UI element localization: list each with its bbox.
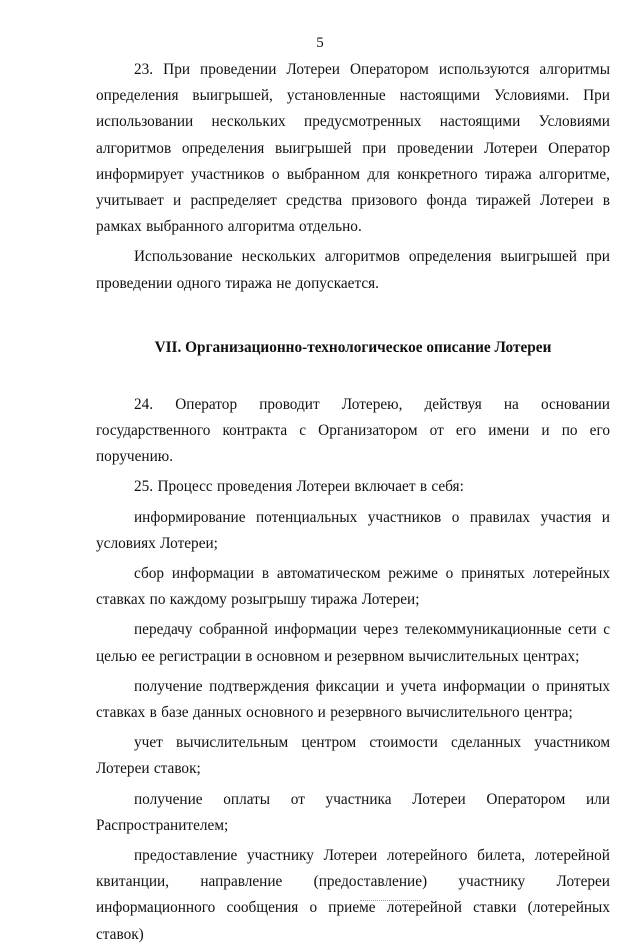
- list-item-payment: получение оплаты от участника Лотереи Оператором или Распространителем;: [96, 790, 610, 834]
- paragraph-25: 25. Процесс проведения Лотереи включает в себя:: [134, 478, 464, 496]
- paragraph-multiple-algorithms: Использование нескольких алгоритмов определения выигрышей при проведении одного тиража не допускается.: [96, 248, 610, 292]
- list-item-ticket-provision: предоставление участнику Лотереи лотерейного билета, лотерейной квитанции, направление (предоставление) участнику Лотереи информационного сообщения о приеме лотерейной ставки (лотерейных ставок): [96, 847, 610, 943]
- section-heading: VII. Организационно-технологическое описание Лотереи: [154, 338, 552, 356]
- page-number: 5: [316, 35, 324, 51]
- list-item-collecting: сбор информации в автоматическом режиме о принятых лотерейных ставках по каждому розыгрышу тиража Лотереи;: [96, 565, 610, 609]
- list-item-transmitting: передачу собранной информации через телекоммуникационные сети с целью ее регистрации в основном и резервном вычислительных центрах;: [96, 621, 610, 665]
- list-item-accounting: учет вычислительным центром стоимости сделанных участником Лотереи ставок;: [96, 734, 610, 778]
- list-item-informing: информирование потенциальных участников о правилах участия и условиях Лотереи;: [96, 508, 610, 552]
- list-item-confirmation: получение подтверждения фиксации и учета информации о принятых ставках в базе данных основного и резервного вычислительного центра;: [96, 677, 610, 722]
- paragraph-23: 23. При проведении Лотереи Оператором используются алгоритмы определения выигрышей, установленные настоящими Условиями. При использовании нескольких предусмотренных настоящими Условиями алгоритмов определения выигрышей при проведении Лотереи Оператор информирует участников о выбранном для конкретного тиража алгоритме, учитывает и распределяет средства призового фонда тиражей Лотереи в рамках выбранного алгоритма отдельно.: [96, 61, 610, 236]
- page-edge-artifact: [360, 900, 420, 902]
- document-body: [96, 57, 610, 948]
- paragraph-24: 24. Оператор проводит Лотерею, действуя на основании государственного контракта с Организатором от его имени и по его поручению.: [96, 395, 610, 466]
